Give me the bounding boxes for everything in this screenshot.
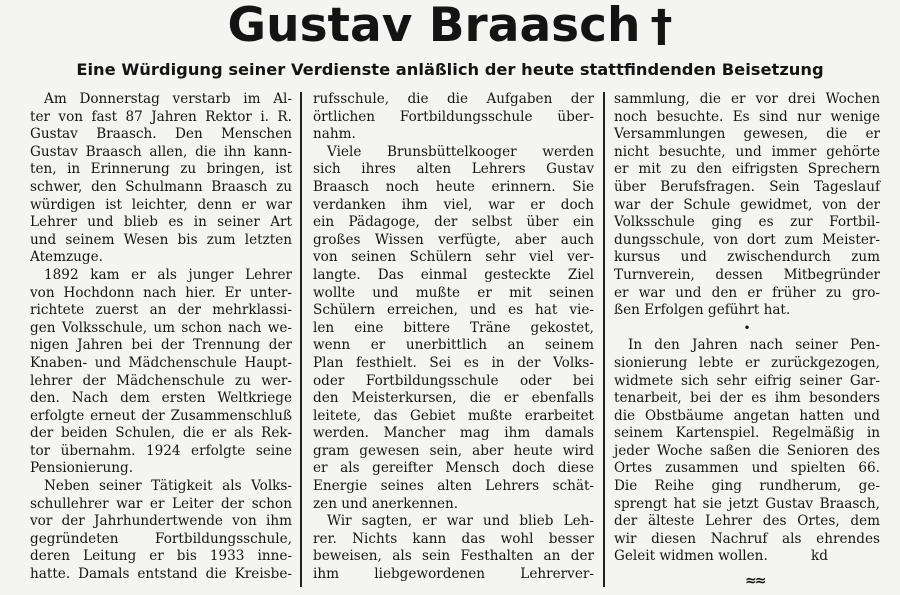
text-line: Viele Brunsbüttelkooger werden bbox=[327, 143, 594, 160]
text-line: nigen Jahren bei der Trennung der bbox=[30, 337, 292, 354]
text-line: ein Pädagoge, der selbst über ein bbox=[313, 214, 594, 231]
text-line: war der Schule gewidmet, von der bbox=[614, 196, 880, 213]
paragraph bbox=[30, 478, 292, 584]
text-line: Pensionierung. bbox=[30, 460, 134, 477]
paragraph bbox=[30, 267, 292, 478]
text-line: Turnverein, dessen Mitbegründer bbox=[614, 266, 880, 283]
text-line: Die Reihe ging rundherum, ge- bbox=[614, 478, 880, 495]
text-line: sich ihres alten Lehrers Gustav bbox=[313, 161, 594, 178]
text-line: erfolgte erneut der Zusammenschluß bbox=[30, 407, 292, 424]
text-line: Volksschule ging es zur Fortbil- bbox=[614, 214, 880, 231]
text-line: er als gereifter Mensch doch diese bbox=[313, 460, 594, 477]
text-line: von seinen Schülern sehr viel ver- bbox=[313, 249, 594, 266]
text-line: noch besuchte. Es sind nur wenige bbox=[614, 108, 880, 125]
text-line: schwer, den Schulmann Braasch zu bbox=[30, 178, 292, 195]
subtitle: Eine Würdigung seiner Verdienste anläßlich der heute stattfindenden Beisetzung bbox=[76, 60, 824, 79]
text-line: Gustav Braasch allen, die ihn kann- bbox=[30, 143, 292, 160]
text-line: beweisen, als sein Festhalten an der bbox=[313, 548, 594, 565]
text-line: 1892 kam er als junger Lehrer bbox=[44, 266, 292, 283]
text-line: nahm. bbox=[313, 126, 356, 143]
paragraph bbox=[614, 91, 880, 320]
text-line: über Berufsfragen. Sein Tageslauf bbox=[614, 178, 880, 195]
text-line: Knaben- und Mädchenschule Haupt- bbox=[30, 354, 292, 371]
text-line: Atemzuge. bbox=[30, 249, 103, 266]
text-line: Ortes zusammen und spielten 66. bbox=[614, 460, 880, 477]
text-line: wollte und mußte er mit seinen bbox=[313, 284, 594, 301]
text-line: gram gewesen sein, aber heute wird bbox=[313, 442, 594, 459]
text-line: Plan festhielt. Sei es in der Volks- bbox=[313, 354, 594, 371]
text-line: er mit zu den eifrigsten Sprechern bbox=[614, 161, 880, 178]
text-line: lehrer der Mädchenschule zu wer- bbox=[30, 372, 292, 389]
paragraph bbox=[614, 337, 880, 566]
text-line: tenarbeit, bei der es ihm besonders bbox=[614, 390, 880, 407]
text-line: ter von fast 87 Jahren Rektor i. R. bbox=[30, 108, 292, 125]
text-line: Wir sagten, er war und blieb Leh- bbox=[327, 513, 594, 530]
text-line: von Hochdonn nach hier. Er unter- bbox=[30, 284, 292, 301]
text-line: und seinem Wesen bis zum letzten bbox=[30, 231, 292, 248]
text-line: len eine bittere Träne gekostet, bbox=[313, 319, 594, 336]
article-column-2 bbox=[313, 91, 594, 584]
paragraph bbox=[313, 513, 594, 583]
text-line: langte. Das einmal gesteckte Ziel bbox=[313, 266, 594, 283]
text-line: sionierung lebte er zurückgezogen, bbox=[614, 354, 880, 371]
text-line: tor übernahm. 1924 erfolgte seine bbox=[30, 442, 292, 459]
text-line: schullehrer war er Leiter der schon bbox=[30, 495, 292, 512]
dagger-symbol: † bbox=[650, 1, 673, 52]
paragraph bbox=[30, 91, 292, 267]
text-line: Geleit widmen wollen. kd bbox=[614, 548, 828, 565]
text-line: rufsschule, die die Aufgaben der bbox=[313, 91, 594, 107]
text-line: vor der Jahrhundertwende von ihm bbox=[30, 513, 292, 530]
text-line: sammlung, die er vor drei Wochen bbox=[614, 91, 880, 107]
text-line: ten, in Erinnerung zu bringen, ist bbox=[30, 161, 292, 178]
text-line: kursus und zwischendurch zum bbox=[614, 249, 880, 266]
text-line: hatte. Damals entstand die Kreisbe- bbox=[30, 566, 292, 583]
text-line: der älteste Lehrer des Ortes, dem bbox=[614, 513, 880, 530]
paragraph bbox=[313, 144, 594, 513]
text-line: würdigen ist leichter, denn er war bbox=[30, 196, 292, 213]
text-line: der beiden Schulen, die er als Rek- bbox=[30, 425, 292, 442]
text-line: Neben seiner Tätigkeit als Volks- bbox=[44, 478, 292, 495]
text-line: werden. Mancher mag ihm damals bbox=[313, 425, 594, 442]
text-line: großes Wissen verfügte, aber auch bbox=[313, 231, 594, 248]
column-rule bbox=[300, 92, 302, 587]
text-line: richtete zuerst an der mehrklassi- bbox=[30, 302, 292, 319]
text-line: Braasch noch heute erinnern. Sie bbox=[313, 178, 594, 195]
text-line: Schülern erreichen, und es hat vie- bbox=[313, 302, 594, 319]
text-line: ßen Erfolgen geführt hat. bbox=[614, 302, 791, 319]
article-column-1 bbox=[30, 91, 292, 584]
paragraph bbox=[313, 91, 594, 144]
text-line: nicht besuchte, und immer gehörte bbox=[614, 143, 880, 160]
text-line: leitete, das Gebiet mußte erarbeitet bbox=[313, 407, 594, 424]
text-line: deren Leitung er bis 1933 inne- bbox=[30, 548, 292, 565]
section-break: • bbox=[743, 320, 751, 335]
text-line: oder Fortbildungsschule oder bei bbox=[313, 372, 594, 389]
headline-name: Gustav Braasch bbox=[227, 0, 641, 53]
text-line: wir diesen Nachruf als ehrendes bbox=[614, 530, 880, 547]
column-rule bbox=[603, 92, 605, 587]
article-column-3 bbox=[614, 91, 880, 566]
text-line: gegründeten Fortbildungsschule, bbox=[30, 530, 292, 547]
text-line: den. Nach dem ersten Weltkriege bbox=[30, 390, 292, 407]
text-line: Energie seines alten Lehrers schät- bbox=[313, 478, 594, 495]
text-line: die Obstbäume angetan hatten und bbox=[614, 407, 880, 424]
text-line: dungsschule, von dort zum Meister- bbox=[614, 231, 880, 248]
end-ornament: ≈≈ bbox=[745, 573, 765, 589]
text-line: wenn er unerbittlich an seinem bbox=[313, 337, 594, 354]
text-line: den Meisterkursen, die er ebenfalls bbox=[313, 390, 594, 407]
text-line: jeder Woche saßen die Senioren des bbox=[614, 442, 880, 459]
text-line: zen und anerkennen. bbox=[313, 495, 459, 512]
text-line: örtlichen Fortbildungsschule über- bbox=[313, 108, 594, 125]
text-line: sprengt hat sie jetzt Gustav Braasch, bbox=[614, 495, 880, 512]
text-line: ihm liebgewordenen Lehrerver- bbox=[313, 566, 594, 583]
text-line: seinem Kartenspiel. Regelmäßig in bbox=[614, 425, 880, 442]
text-line: er war und den er früher zu gro- bbox=[614, 284, 880, 301]
text-line: In den Jahren nach seiner Pen- bbox=[628, 337, 880, 354]
headline bbox=[0, 0, 900, 53]
text-line: Lehrer und blieb es in seiner Art bbox=[30, 214, 292, 231]
text-line: Am Donnerstag verstarb im Al- bbox=[44, 91, 292, 107]
text-line: verdanken ihm viel, war er doch bbox=[313, 196, 594, 213]
text-line: rer. Nichts kann das wohl besser bbox=[313, 530, 594, 547]
text-line: Gustav Braasch. Den Menschen bbox=[30, 126, 292, 143]
text-line: Versammlungen gewesen, die er bbox=[614, 126, 880, 143]
text-line: gen Volksschule, um schon nach we- bbox=[30, 319, 292, 336]
text-line: widmete sich sehr eifrig seiner Gar- bbox=[614, 372, 880, 389]
